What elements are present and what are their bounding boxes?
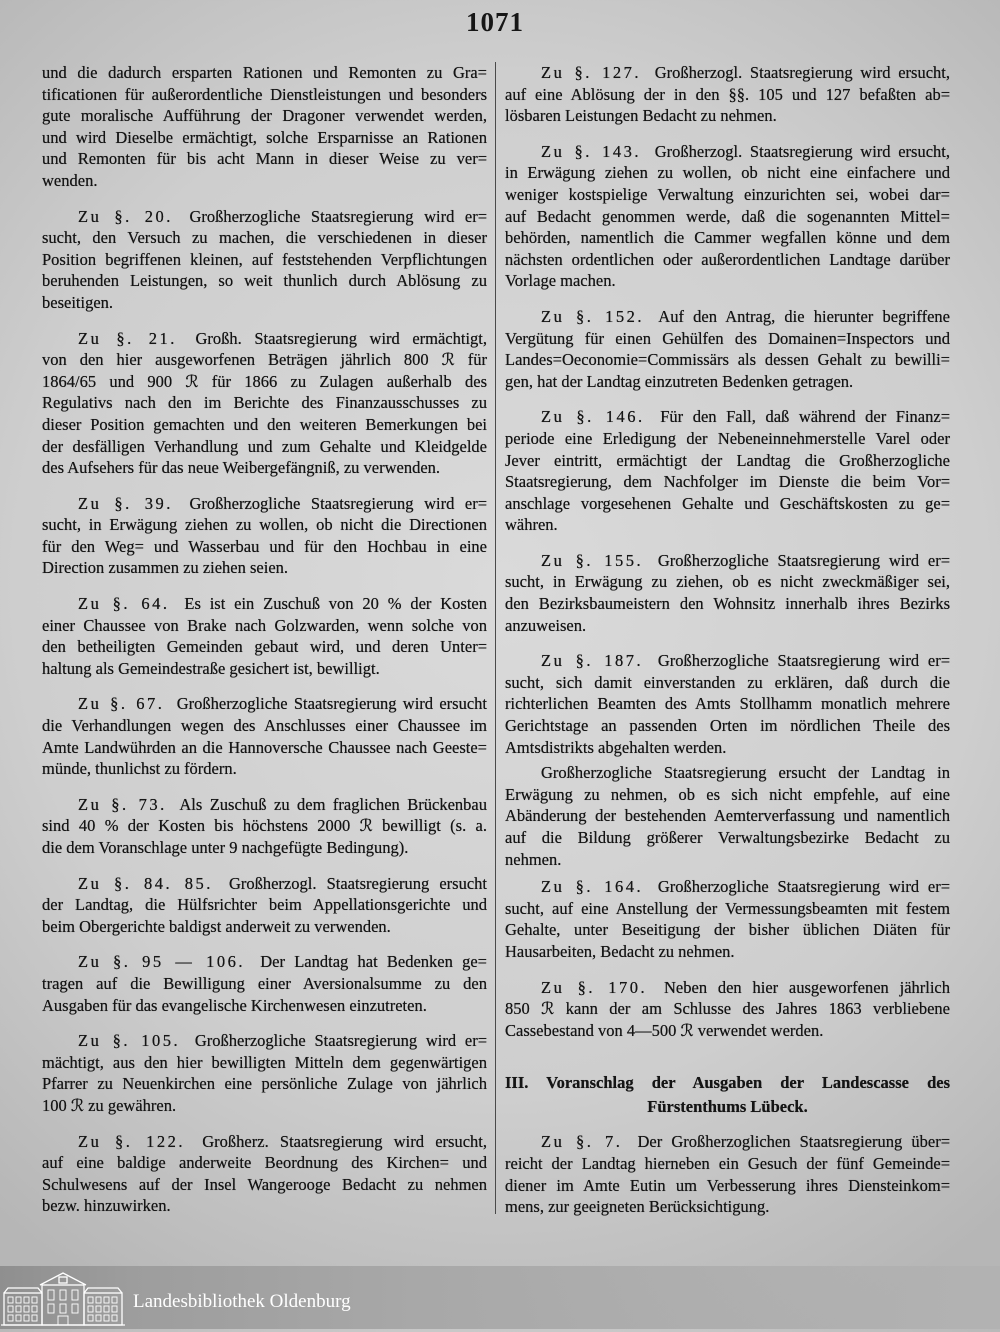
text-line: periode eine Erledigung der Nebeneinnehmerstelle Varel oder <box>505 428 950 448</box>
section-reference: Zu §. 73. <box>78 794 167 814</box>
text-line: beseitigen. <box>42 292 114 312</box>
text-line: bezw. hinzuwirken. <box>42 1196 171 1216</box>
text-line: gute moralische Aufführung der Dragoner verwendet werden, <box>42 106 487 126</box>
text-line: wenden. <box>42 170 98 190</box>
library-building-icon <box>0 1271 126 1332</box>
section-reference: Zu §. 7. <box>541 1132 623 1152</box>
text-line: die dem Voranschlage unter 9 nachgefügte Bedingung). <box>42 838 409 857</box>
text-line: Fürstenthums Lübeck. <box>647 1097 808 1117</box>
paragraph-section-152 <box>505 306 950 392</box>
section-reference: Zu §. 122. <box>78 1131 186 1151</box>
paragraph-section-39 <box>42 493 487 579</box>
page-number: 1071 <box>466 7 524 37</box>
column-divider <box>495 62 496 1214</box>
text-line: beruhenden Leistungen, so weit thunlich durch Ablösung zu <box>42 271 487 291</box>
section-reference: Zu §. 84. 85. <box>78 873 213 893</box>
text-line: anzuweisen. <box>505 615 587 635</box>
line-text: Für den Fall, daß während der Finanz= <box>660 407 951 427</box>
text-line <box>42 794 487 816</box>
text-line: sucht, auf eine Anstellung der Vermessungsbeamten mit festem <box>505 898 950 918</box>
text-line: Erwägung zu nehmen, ob es sich nicht empfehle, auf eine <box>505 784 950 804</box>
text-line: Position begriffenen kleinen, auf feststehenden Verpflichtungen <box>42 249 487 269</box>
section-reference: Zu §. 152. <box>541 306 644 326</box>
text-line: von den hier ausgeworfenen Beträgen jährlich 800 ℛ für <box>42 350 487 370</box>
text-line <box>505 62 950 84</box>
text-line: Amtsdistrikts abgehalten werden. <box>505 737 727 757</box>
text-line <box>505 306 950 328</box>
text-line: auf eine Ablösung der in den §§. 105 und 127 befaßten ab= <box>505 84 950 104</box>
text-line <box>42 493 487 515</box>
paragraph-section-127 <box>505 62 950 127</box>
text-line: 1864/65 und 900 ℛ für 1866 zu Zulagen außerhalb des <box>42 371 487 391</box>
section-reference: Zu §. 21. <box>78 328 177 348</box>
text-line: Vorlage machen. <box>505 271 616 291</box>
text-line <box>505 1131 950 1153</box>
text-line <box>42 593 487 615</box>
text-line: haltung als Gemeindestraße gesichert ist, bewilligt. <box>42 658 380 678</box>
text-line <box>42 951 487 973</box>
section-reference: Zu §. 164. <box>541 877 644 897</box>
section-reference: Zu §. 170. <box>541 977 648 997</box>
text-line: tragen auf die Bewilligung einer Aversionalsumme zu den <box>42 973 487 993</box>
text-line: nächsten ordentlichen oder außerordentlichen Landtage darüber <box>505 249 950 269</box>
paragraph-section-170 <box>505 977 950 1042</box>
text-line: Abänderung der bestehenden Aemterverfassung und namentlich <box>505 806 950 826</box>
line-text: Großherzogliche Staatsregierung wird er= <box>189 493 487 513</box>
text-line <box>42 693 487 715</box>
line-text: Großherzogliche Staatsregierung wird er= <box>194 1031 487 1051</box>
text-line: sucht, sich damit einverstanden zu erklären, daß durch die <box>505 672 950 692</box>
text-line: sucht, in Erwägung zu ziehen, ob es nicht zweckmäßiger sei, <box>505 572 950 592</box>
text-line: gen, hat der Landtag einzutreten Bedenken getragen. <box>505 371 854 391</box>
line-text: Auf den Antrag, die hierunter begriffene <box>658 306 950 326</box>
text-line: währen. <box>505 515 558 535</box>
section-reference: Zu §. 67. <box>78 694 165 714</box>
text-line: 850 ℛ kann der am Schlusse des Jahres 1863 verbliebene <box>505 999 950 1019</box>
paragraph-section-20 <box>42 206 487 314</box>
text-line: diener im Amte Eutin um Verbesserung ihres Diensteinkom= <box>505 1175 950 1195</box>
paragraph-section-7 <box>505 1131 950 1217</box>
paragraph-section-187 <box>505 650 950 758</box>
text-line: nehmen. <box>505 849 562 869</box>
line-text: Großherzogl. Staatsregierung wird ersucht, <box>654 141 950 161</box>
line-text: Der Großherzoglichen Staatsregierung über= <box>637 1132 951 1152</box>
paragraph-section-84-85 <box>42 873 487 938</box>
text-line: Großherzogliche Staatsregierung ersucht der Landtag in <box>541 763 950 783</box>
section-reference: Zu §. 146. <box>541 407 645 427</box>
paragraph-section-146 <box>505 406 950 536</box>
text-line: lösbaren Leistungen Bedacht zu nehmen. <box>505 106 777 126</box>
text-line: mächtigt, aus den hier bewilligten Mitteln dem gegenwärtigen <box>42 1052 487 1072</box>
section-reference: Zu §. 143. <box>541 141 641 161</box>
text-line: die Verhandlungen wegen des Anschlusses einer Chaussee im <box>42 716 487 736</box>
text-line: reicht der Landtag hierneben ein Gesuch der fünf Gemeinde= <box>505 1153 950 1173</box>
continued-paragraph <box>42 62 487 192</box>
line-text: Der Landtag hat Bedenken ge= <box>260 952 487 972</box>
paragraph-section-122 <box>42 1131 487 1217</box>
paragraph-section-21 <box>42 328 487 479</box>
text-line: Amte Landwührden an die Hannoversche Chaussee nach Geeste= <box>42 737 487 757</box>
text-line: Vergütung für einen Gehülfen des Domainen=Inspectors und <box>505 328 950 348</box>
text-line <box>505 141 950 163</box>
text-line: Direction zusammen zu ziehen seien. <box>42 558 289 578</box>
text-line <box>505 977 950 999</box>
text-line <box>42 328 487 350</box>
text-line: der Landtag, die Hülfsrichter beim Appellationsgerichte und <box>42 895 487 915</box>
text-line <box>505 406 950 428</box>
paragraph-section-187-continued <box>505 762 950 870</box>
text-line: Regulativs nach den im Berichte des Finanzausschusses zu <box>42 393 487 413</box>
section-heading <box>505 1071 950 1119</box>
text-line <box>505 650 950 672</box>
text-line <box>505 550 950 572</box>
line-text: Großherzogliche Staatsregierung wird er= <box>189 206 487 226</box>
line-text: Großh. Staatsregierung wird ermächtigt, <box>195 328 487 348</box>
text-line: Gehalte, unter Beseitigung der bisher üblichen Diäten für <box>505 920 950 940</box>
line-text: Es ist ein Zuschuß von 20 % der Kosten <box>184 594 487 614</box>
text-line: der desfälligen Verhandlung und zum Gehalte und Kleidgelde <box>42 436 487 456</box>
section-reference: Zu §. 127. <box>541 63 641 82</box>
text-line: sucht, den Versuch zu machen, die verschiedenen in dieser <box>42 228 487 248</box>
text-line: weniger kostspielige Verwaltung einzurichten sei, wobei dar= <box>505 184 950 204</box>
line-text: Großherzogl. Staatsregierung wird ersucht, <box>654 63 950 82</box>
text-line: Schulwesens auf der Insel Wangerooge Bedacht zu nehmen <box>42 1174 487 1194</box>
text-line: III. Voranschlag der Ausgaben der Landescasse des <box>505 1073 950 1093</box>
text-line: einer Chaussee von Brake nach Golzwarden, wenn solche von <box>42 615 487 635</box>
section-reference: Zu §. 20. <box>78 206 173 226</box>
line-text: Großherzogl. Staatsregierung ersucht <box>228 873 487 893</box>
paragraph-section-95-106 <box>42 951 487 1016</box>
text-line: sind 40 % der Kosten bis höchstens 2000 ℛ bewilligt (s. a. <box>42 816 487 836</box>
text-line: Landes=Oeconomie=Commissärs als dessen Gehalt zu bewilli= <box>505 350 950 370</box>
text-line: richterlichen Beamten des Amts Stollhamm monatlich mehrere <box>505 694 950 714</box>
text-line: in Erwägung ziehen zu wollen, ob nicht eine einfachere und <box>505 163 950 183</box>
line-text: Großherzogliche Staatsregierung wird er= <box>657 651 950 671</box>
paragraph-section-105 <box>42 1030 487 1116</box>
line-text: Großherzogliche Staatsregierung wird er= <box>657 550 950 570</box>
line-text: Neben den hier ausgeworfenen jährlich <box>664 977 950 997</box>
text-line: anschlage vorgesehenen Gehalte und Geschäftskosten zu ge= <box>505 493 950 513</box>
text-line: sucht, in Erwägung ziehen zu wollen, ob nicht die Directionen <box>42 515 487 535</box>
section-reference: Zu §. 187. <box>541 651 644 671</box>
section-reference: Zu §. 39. <box>78 493 173 513</box>
text-line <box>42 206 487 228</box>
text-line: münde, thunlichst zu fördern. <box>42 759 237 779</box>
footer-bar <box>0 1266 1000 1329</box>
text-line: des Aufsehers für das neue Weibergefängniß, zu verwenden. <box>42 458 441 478</box>
section-reference: Zu §. 64. <box>78 594 170 614</box>
text-line: und die dadurch ersparten Rationen und Remonten zu Gra= <box>42 63 487 82</box>
text-line: Cassebestand von 4—500 ℛ verwendet werden. <box>505 1020 824 1040</box>
line-text: Als Zuschuß zu dem fraglichen Brückenbau <box>179 794 487 814</box>
text-line: mens, zur geeigneten Berücksichtigung. <box>505 1197 770 1217</box>
paragraph-section-143 <box>505 141 950 292</box>
text-line: Jever eintritt, ermächtigt der Landtag die Großherzogliche <box>505 450 950 470</box>
text-line: und Remonten für bis acht Mann in dieser Weise zu ver= <box>42 149 487 169</box>
right-column <box>505 62 950 1218</box>
text-line: behörden, namentlich die Cammer wegfallen könne und dem <box>505 228 950 248</box>
text-line: Ausgaben für das evangelische Kirchenwesen einzutreten. <box>42 995 427 1015</box>
text-line: auf die Bildung größerer Verwaltungsbezirke Bedacht zu <box>505 828 950 847</box>
paragraph-section-155 <box>505 550 950 636</box>
text-line: für den Weg= und Wasserbau und für den Hochbau in eine <box>42 536 487 556</box>
line-text: Großherzogliche Staatsregierung wird er= <box>657 877 950 897</box>
text-line: Staatsregierung, dem Nachfolger im Dienste die beim Vor= <box>505 472 950 492</box>
section-reference: Zu §. 105. <box>78 1031 181 1051</box>
text-line <box>42 873 487 895</box>
text-line: den Bezirksbaumeistern den Wohnsitz innerhalb ihres Bezirks <box>505 594 950 614</box>
section-reference: Zu §. 155. <box>541 550 644 570</box>
text-line <box>505 876 950 898</box>
paragraph-section-73 <box>42 794 487 859</box>
text-line: den betheiligten Gemeinden gebaut wird, und deren Unter= <box>42 637 487 657</box>
text-line: beim Obergerichte baldigst anderweit zu verwenden. <box>42 916 391 936</box>
line-text: Großherzogliche Staatsregierung wird ersucht <box>176 694 487 714</box>
line-text: Großherz. Staatsregierung wird ersucht, <box>202 1131 488 1151</box>
text-line: 100 ℛ zu gewähren. <box>42 1095 177 1115</box>
text-line: auf eine baldige anderweite Beordnung des Kirchen= und <box>42 1153 487 1173</box>
text-line <box>42 1030 487 1052</box>
paragraph-section-64 <box>42 593 487 679</box>
text-line: und wird Dieselbe ermächtigt, solche Ersparnisse an Rationen <box>42 127 487 147</box>
text-line: auf Bedacht genommen werde, daß die sogenannten Mittel= <box>505 206 950 226</box>
left-column <box>42 62 487 1217</box>
paragraph-section-164 <box>505 876 950 962</box>
paragraph-section-67 <box>42 693 487 779</box>
text-line: Pfarrer zu Neuenkirchen eine persönliche Zulage von jährlich <box>42 1074 487 1094</box>
text-line: Hausarbeiten, Bedacht zu nehmen. <box>505 941 735 961</box>
library-name: Landesbibliothek Oldenburg <box>133 1291 351 1312</box>
text-line: tificationen für außerordentliche Dienstleistungen und besonders <box>42 84 487 104</box>
text-line: Gerichtstage an passenden Orten im nördlichen Theile des <box>505 716 950 736</box>
text-line <box>42 1131 487 1153</box>
section-reference: Zu §. 95 — 106. <box>78 952 246 972</box>
text-line: dieser Position gemachten und den weiteren Bemerkungen bei <box>42 414 487 434</box>
